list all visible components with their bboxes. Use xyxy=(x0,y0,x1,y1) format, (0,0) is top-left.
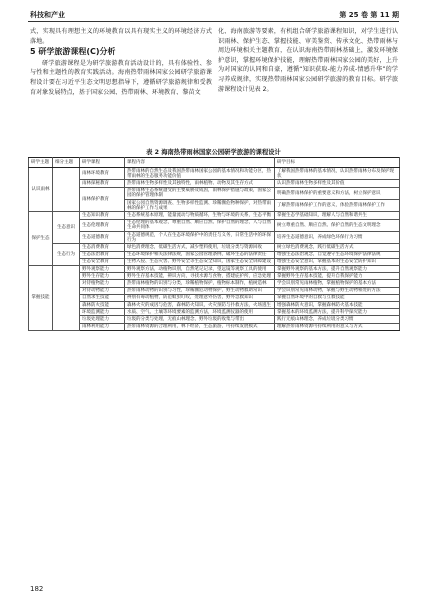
cell-goal: 树立绿色消费观念，践行低碳生活方式 xyxy=(275,244,400,251)
table-title: 表 2 海南热带雨林国家公园研学旅游的课程设计 xyxy=(146,149,281,156)
cell-goal: 培养生态道德意识，养成绿色环保行为习惯 xyxy=(275,232,400,244)
table-body xyxy=(29,168,400,331)
cell-content: 生态道德规范，个人在生态环境保护中的责任与义务，日常生活中的环保行为 xyxy=(125,232,275,244)
cell-course: 生态法治教育 xyxy=(80,251,125,258)
table-row xyxy=(29,316,400,323)
left-column xyxy=(30,27,212,97)
cell-content: 生态系统基本原理，能量流动与物质循环，生物与环境的关系，生态平衡 xyxy=(125,212,275,219)
cell-course: 生态知识教育 xyxy=(80,212,125,219)
column-header: 研学主题 xyxy=(29,158,53,168)
cell-course: 自然求生技能 xyxy=(80,294,125,301)
table-row xyxy=(29,323,400,330)
cell-goal: 增强生态安全意识，掌握基本的生态安全防护知识 xyxy=(275,258,400,265)
cell-theme: 掌握技能 xyxy=(29,266,53,331)
cell-content: 热带雨林动物的识别与习性，珍稀濒危动物保护，野生动物救助常识 xyxy=(125,287,275,294)
cell-course: 对待动物能力 xyxy=(80,287,125,294)
journal-name: 科技和产业 xyxy=(30,11,65,19)
section-heading: 5 研学旅游课程(C)分析 xyxy=(30,47,116,57)
body-paragraph: 式，实现具有理想主义的环境教育以具有现实主义的环境经济方式落地。 xyxy=(30,28,212,45)
cell-goal: 学会识别常见雨林动物，掌握与野生动物相处的方法 xyxy=(275,287,400,294)
table-header-row xyxy=(29,158,400,168)
cell-goal: 了解热带雨林保护工作的意义，体验热带雨林保护工作 xyxy=(275,200,400,212)
cell-content: 热带雨林资源的合理利用，林下经济，生态旅游，可持续发展模式 xyxy=(125,323,275,330)
cell-course: 生态道德教育 xyxy=(80,232,125,244)
table-row xyxy=(29,187,400,199)
course-design-table xyxy=(28,157,400,331)
cell-content: 辨别有毒动植物，防范蚊虫叮咬，处理意外伤害，野外急救知识 xyxy=(125,294,275,301)
table-row xyxy=(29,180,400,187)
cell-goal: 掌握野外生存基本技能，提升自我保护能力 xyxy=(275,273,400,280)
cell-course: 雨林保护教育 xyxy=(80,187,125,212)
cell-content: 生态伦理的基本观念，尊重自然、顺应自然、保护自然的理念，人与自然生命共同体 xyxy=(125,219,275,231)
table-row xyxy=(29,287,400,294)
table-row xyxy=(29,168,400,180)
table-row xyxy=(29,232,400,244)
table-row xyxy=(29,244,400,251)
table-row xyxy=(29,280,400,287)
right-column xyxy=(218,27,398,94)
cell-goal: 增强生态法治观念，自觉遵守生态环境保护法律法规 xyxy=(275,251,400,258)
cell-course: 生态伦理教育 xyxy=(80,219,125,231)
cell-content: 国家公园自然资源调查、生物多样性监测、珍稀濒危物种保护，对热带雨林的保护工作与成果 xyxy=(125,200,275,212)
cell-content: 热带雨林生态系统遭受的主要威胁及成因，雨林保护措施与政策，国家公园的保护管理体制 xyxy=(125,187,275,199)
cell-goal: 认识热带雨林生物多样性及其价值 xyxy=(275,180,400,187)
table-row xyxy=(29,219,400,231)
cell-goal: 掌握野外观察的基本方法，提升自然观察能力 xyxy=(275,266,400,273)
cell-theme: 保护生态 xyxy=(29,212,53,266)
cell-content: 森林火灾的成因与危害，森林防火知识，火灾预防与扑救方法，火场逃生 xyxy=(125,302,275,309)
table-row xyxy=(29,212,400,219)
table-row xyxy=(29,309,400,316)
column-header: 研学目标 xyxy=(275,158,400,168)
cell-course: 雨林探秘教育 xyxy=(80,180,125,187)
cell-content: 生态环境保护相关法律法规，国家公园管理条例，破坏生态的法律责任 xyxy=(125,251,275,258)
cell-course: 野外观察能力 xyxy=(80,266,125,273)
cell-course: 森林防火技能 xyxy=(80,302,125,309)
cell-subtheme xyxy=(53,266,80,331)
cell-goal: 掌握基本的环境监测方法，提升科学探究能力 xyxy=(275,309,400,316)
table-row xyxy=(29,273,400,280)
cell-content: 水质、空气、土壤等环境要素的监测方法，环境监测仪器的使用 xyxy=(125,309,275,316)
cell-content: 绿色消费理念，低碳生活方式，减少塑料使用，垃圾分类与资源回收 xyxy=(125,244,275,251)
cell-course: 环境监测能力 xyxy=(80,309,125,316)
table-row xyxy=(29,266,400,273)
body-paragraph: 研学旅游课程是为研学旅游教育活动设计的，具有体验性、参与性和主题性的教育实践活动。海南热带雨林国家公园研学旅游课程设计要在习近平生态文明思想指导下，遵循研学旅游规律和受教育对象发展特点，基于国家公园、热带雨林、环境教育、黎苗文 xyxy=(30,59,212,96)
cell-course: 野外生存能力 xyxy=(80,273,125,280)
journal-issue: 第 25 卷 第 11 期 xyxy=(339,11,399,19)
cell-subtheme xyxy=(53,168,80,212)
table-row xyxy=(29,251,400,258)
table-row xyxy=(29,258,400,265)
body-paragraph: 化、海南旅游等要素，有机组合研学旅游课程知识，对学生进行认识雨林、保护生态、掌握技能、审美鉴赏、传承文化、热带雨林与周边环境相关主题教育，在认识海南热带雨林基础上，激发环境保护意识，掌握环境保护技能，理解热带雨林国家公园的美好，上升为对国家的认同和自豪，遵循“知识获取-能力养成-情感升华”的学习养成规律，实现热带雨林国家公园研学旅游的教育目标。研学旅游课程设计见表 2。 xyxy=(218,28,398,93)
cell-goal: 践行无痕山林理念，养成垃圾分类习惯 xyxy=(275,316,400,323)
cell-course: 雨林利用能力 xyxy=(80,323,125,330)
column-header: 细分主题 xyxy=(53,158,80,168)
column-header: 课程内容 xyxy=(125,158,275,168)
cell-content: 热带雨林的自然生态及我国热带雨林国家公园的基本情况和功能分区，热带雨林的生态服务功能价值 xyxy=(125,168,275,180)
cell-goal: 树立尊重自然、顺应自然、保护自然的生态文明理念 xyxy=(275,219,400,231)
cell-content: 垃圾的分类与处理，无痕山林理念，野外垃圾的收集与带出 xyxy=(125,316,275,323)
cell-goal: 明确热带雨林保护的重要意义和方法，树立保护意识 xyxy=(275,187,400,199)
table-row xyxy=(29,294,400,301)
header-rule xyxy=(28,21,399,22)
cell-content: 热带雨林植物的识别与分类，珍稀植物保护，植物标本制作，植树造林 xyxy=(125,280,275,287)
cell-goal: 掌握生态学基础知识，理解人与自然和谐共生 xyxy=(275,212,400,219)
cell-course: 生态安全教育 xyxy=(80,258,125,265)
cell-goal: 了解我国热带雨林的基本情况，认识热带雨林分布及保护现状 xyxy=(275,168,400,180)
cell-goal: 学会识别常见雨林植物，掌握植物保护的基本方法 xyxy=(275,280,400,287)
cell-subtheme: 生态意识 xyxy=(53,212,80,244)
cell-content: 野外生存基本技能，辨识方向，寻找水源与食物，搭建庇护所，应急处理 xyxy=(125,273,275,280)
cell-content: 野外观察方法，动植物识别，自然笔记记录，望远镜等观察工具的使用 xyxy=(125,266,275,273)
column-header: 研学课程 xyxy=(80,158,125,168)
cell-course: 对待植物能力 xyxy=(80,280,125,287)
cell-content: 生物入侵、生态灾害、野外安全等生态安全知识，国家生态安全屏障建设 xyxy=(125,258,275,265)
cell-subtheme: 生态行为 xyxy=(53,244,80,266)
cell-goal: 理解热带雨林资源可持续利用的意义与方式 xyxy=(275,323,400,330)
cell-theme: 认识雨林 xyxy=(29,168,53,212)
table-row xyxy=(29,302,400,309)
cell-course: 生态消费教育 xyxy=(80,244,125,251)
cell-goal: 掌握自然环境中的自救与互救技能 xyxy=(275,294,400,301)
cell-content: 热带雨林生物多样性及其独特性，雨林植物、动物及其生存方式 xyxy=(125,180,275,187)
cell-course: 垃圾处理能力 xyxy=(80,316,125,323)
cell-goal: 增强森林防火意识，掌握森林防火基本技能 xyxy=(275,302,400,309)
page-number: 182 xyxy=(30,585,44,593)
cell-course: 雨林环境教育 xyxy=(80,168,125,180)
